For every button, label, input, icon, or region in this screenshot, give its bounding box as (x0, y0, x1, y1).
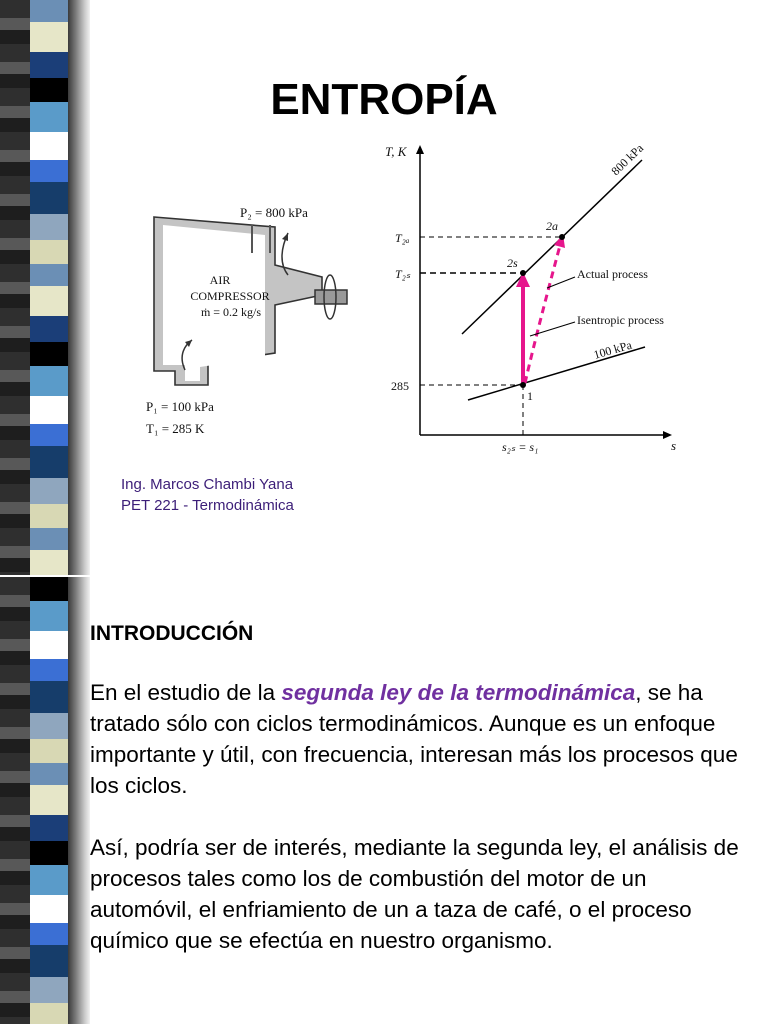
paragraph-1-end: , se ha tratado sólo con ciclos termodinámicos. Aunque es un enfoque importante y útil, con frecuencia, interesan más los procesos que los ciclos. (90, 680, 738, 798)
highlighted-term: segunda ley de la termodinámica (281, 680, 636, 705)
strip-block (30, 945, 68, 977)
strip-block (30, 182, 68, 214)
strip-block (30, 659, 68, 681)
paragraph-2: Así, podría ser de interés, mediante la segunda ley, el análisis de procesos tales como los de combustión del motor de un automóvil, el enfriamiento de un a taza de café, o el proceso químico que se efectúa en nuestro organismo. (90, 835, 739, 953)
paragraph-1 (90, 677, 750, 801)
strip-dark-edge (0, 577, 30, 1024)
strip-block (30, 424, 68, 446)
strip-block (30, 396, 68, 424)
point-2a-label: 2a (546, 219, 558, 233)
strip-block (30, 865, 68, 895)
x-axis-label: s (671, 438, 677, 453)
compressor-label-line2: COMPRESSOR (190, 289, 270, 303)
compressor-diagram (130, 195, 370, 450)
point-2s-label: 2s (507, 256, 518, 270)
strip-block (30, 132, 68, 160)
course-name: PET 221 - Termodinámica (121, 497, 294, 514)
strip-block (30, 601, 68, 631)
strip-block (30, 815, 68, 841)
isentropic-process-label: Isentropic process (577, 313, 664, 327)
strip-block (30, 577, 68, 601)
strip-block (30, 478, 68, 504)
strip-block (30, 713, 68, 739)
strip-block (30, 342, 68, 366)
author-name: Ing. Marcos Chambi Yana (121, 476, 294, 493)
strip-block (30, 316, 68, 342)
flow-rate-label: ṁ = 0.2 kg/s (200, 305, 262, 319)
slide-title: ENTROPÍA (270, 75, 498, 124)
isobar-800kpa (462, 160, 642, 334)
t1-label: T₁ = 285 K (146, 421, 205, 436)
ts-diagram (380, 140, 700, 460)
strip-block (30, 1003, 68, 1024)
strip-block (30, 785, 68, 815)
strip-block (30, 446, 68, 478)
strip-shade (68, 577, 90, 1024)
strip-block (30, 739, 68, 763)
introduction-section (90, 618, 750, 987)
isobar-low-label: 100 kPa (591, 337, 634, 362)
actual-process-label: Actual process (577, 267, 648, 281)
point-1-label: 1 (527, 389, 533, 403)
x-tick-s2s-s1: s₂ₛ = s₁ (502, 440, 539, 454)
paragraph-1-start: En el estudio de la (90, 680, 282, 705)
strip-block (30, 528, 68, 550)
tick-285: 285 (391, 379, 409, 393)
isobar-high-label: 800 kPa (608, 140, 647, 179)
strip-block (30, 631, 68, 659)
strip-block (30, 681, 68, 713)
strip-block (30, 550, 68, 575)
strip-block (30, 240, 68, 264)
strip-block (30, 977, 68, 1003)
section-heading: INTRODUCCIÓN (90, 622, 254, 645)
strip-block (30, 264, 68, 286)
strip-block (30, 160, 68, 182)
p1-label: P₁ = 100 kPa (146, 399, 214, 414)
p2-label: P₂ = 800 kPa (240, 205, 308, 220)
strip-block (30, 841, 68, 865)
strip-block (30, 214, 68, 240)
tick-t2a: T₂ₐ (395, 231, 410, 245)
actual-process-line (525, 238, 562, 383)
strip-block (30, 366, 68, 396)
strip-block (30, 504, 68, 528)
decorative-strip-bottom (0, 577, 90, 1024)
author-block (121, 474, 294, 516)
strip-block (30, 0, 68, 22)
strip-block (30, 22, 68, 52)
strip-block (30, 286, 68, 316)
strip-block (30, 923, 68, 945)
compressor-label-line1: AIR (209, 273, 231, 287)
y-axis-label: T, K (385, 144, 407, 159)
strip-block (30, 895, 68, 923)
tick-t2s: T₂ₛ (395, 267, 411, 281)
strip-block (30, 763, 68, 785)
